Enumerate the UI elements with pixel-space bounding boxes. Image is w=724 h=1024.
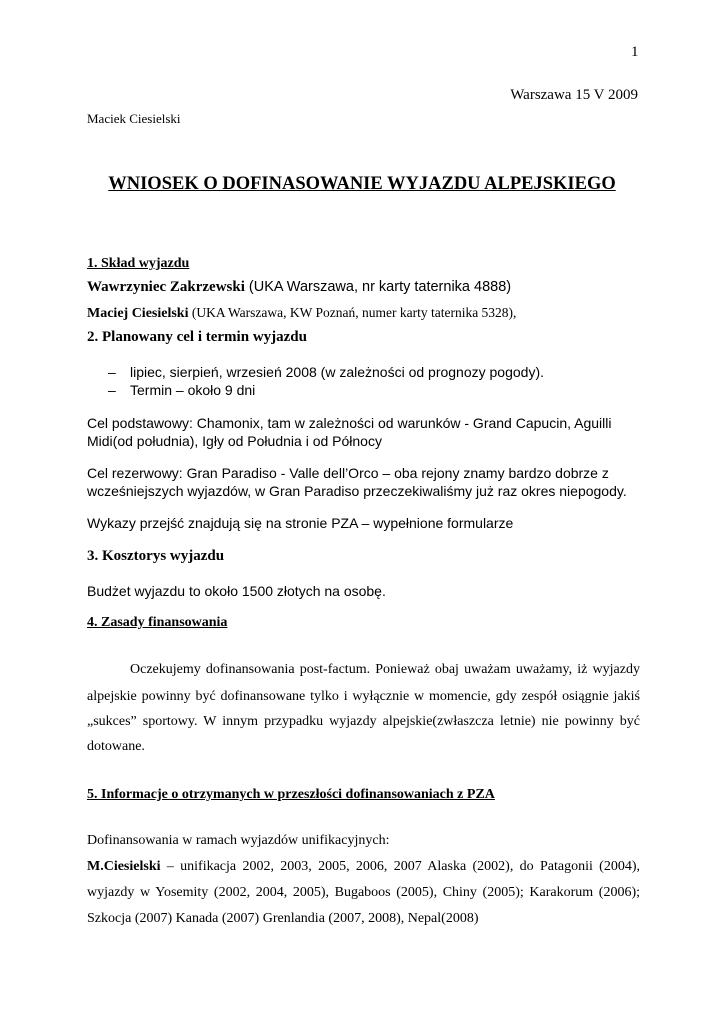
reserve-goal-line: wcześniejszych wyjazdów, w Gran Paradiso przeczekiwaliśmy już raz okres niepogody. bbox=[87, 483, 627, 499]
section2-heading: 2. Planowany cel i termin wyjazdu bbox=[87, 329, 307, 345]
team-member-2 bbox=[87, 305, 516, 322]
member2-details: (UKA Warszawa, KW Poznań, numer karty taternika 5328), bbox=[188, 305, 517, 320]
section4-heading: 4. Zasady finansowania bbox=[87, 615, 228, 630]
section3-heading: 3. Kosztorys wyjazdu bbox=[87, 548, 225, 564]
bullet-text: Termin – około 9 dni bbox=[130, 382, 256, 398]
page-number: 1 bbox=[631, 44, 639, 60]
member2-name: Maciej Ciesielski bbox=[87, 306, 189, 321]
financing-line: alpejskie powinny być dofinansowane tylko i wyłącznie w momencie, gdy zespół osiągnie jakiś bbox=[87, 689, 640, 704]
place-date: Warszawa 15 V 2009 bbox=[510, 87, 638, 103]
team-member-1 bbox=[87, 279, 511, 296]
financing-line: dotowane. bbox=[87, 739, 145, 754]
document-title: WNIOSEK O DOFINASOWANIE WYJAZDU ALPEJSKIEGO bbox=[108, 174, 616, 194]
budget-text: Budżet wyjazdu to około 1500 złotych na osobę. bbox=[87, 583, 386, 599]
funding-line-rest: – unifikacja 2002, 2003, 2005, 2006, 2007 Alaska (2002), do Patagonii (2004), bbox=[160, 859, 640, 874]
funded-person: M.Ciesielski bbox=[87, 859, 161, 874]
funding-line: wyjazdy w Yosemity (2002, 2004, 2005), Bugaboos (2005), Chiny (2005); Karakorum (2006); bbox=[87, 885, 640, 900]
reserve-goal-line: Cel rezerwowy: Gran Paradiso - Valle dell’Orco – oba rejony znamy bardzo dobrze z bbox=[87, 465, 609, 481]
member1-details: (UKA Warszawa, nr karty taternika 4888) bbox=[244, 279, 512, 295]
routes-info: Wykazy przejść znajdują się na stronie PZA – wypełnione formularze bbox=[87, 515, 514, 531]
financing-line: „sukces” sportowy. W innym przypadku wyjazdy alpejskie(zwłaszcza letnie) nie powinny być bbox=[87, 714, 640, 729]
bullet-item bbox=[108, 364, 544, 380]
bullet-text: lipiec, sierpień, wrzesień 2008 (w zależności od prognozy pogody). bbox=[130, 364, 544, 380]
member1-name: Wawrzyniec Zakrzewski bbox=[87, 279, 245, 295]
funding-intro: Dofinansowania w ramach wyjazdów unifikacyjnych: bbox=[87, 833, 390, 848]
section5-heading: 5. Informacje o otrzymanych w przeszłości dofinansowaniach z PZA bbox=[87, 787, 495, 802]
main-goal-line: Cel podstawowy: Chamonix, tam w zależności od warunków - Grand Capucin, Aguilli bbox=[87, 415, 612, 431]
funding-line: Szkocja (2007) Kanada (2007) Grenlandia (2007, 2008), Nepal(2008) bbox=[87, 911, 479, 926]
bullet-marker: – bbox=[108, 382, 116, 398]
main-goal-line: Midi(od południa), Igły od Południa i od Północy bbox=[87, 433, 382, 449]
bullet-item bbox=[108, 382, 255, 398]
bullet-marker: – bbox=[108, 364, 116, 380]
section1-heading: 1. Skład wyjazdu bbox=[87, 256, 190, 271]
author-name: Maciek Ciesielski bbox=[87, 111, 181, 126]
funding-line bbox=[87, 859, 640, 875]
financing-line: Oczekujemy dofinansowania post-factum. Ponieważ obaj uważam uważamy, iż wyjazdy bbox=[130, 662, 640, 677]
